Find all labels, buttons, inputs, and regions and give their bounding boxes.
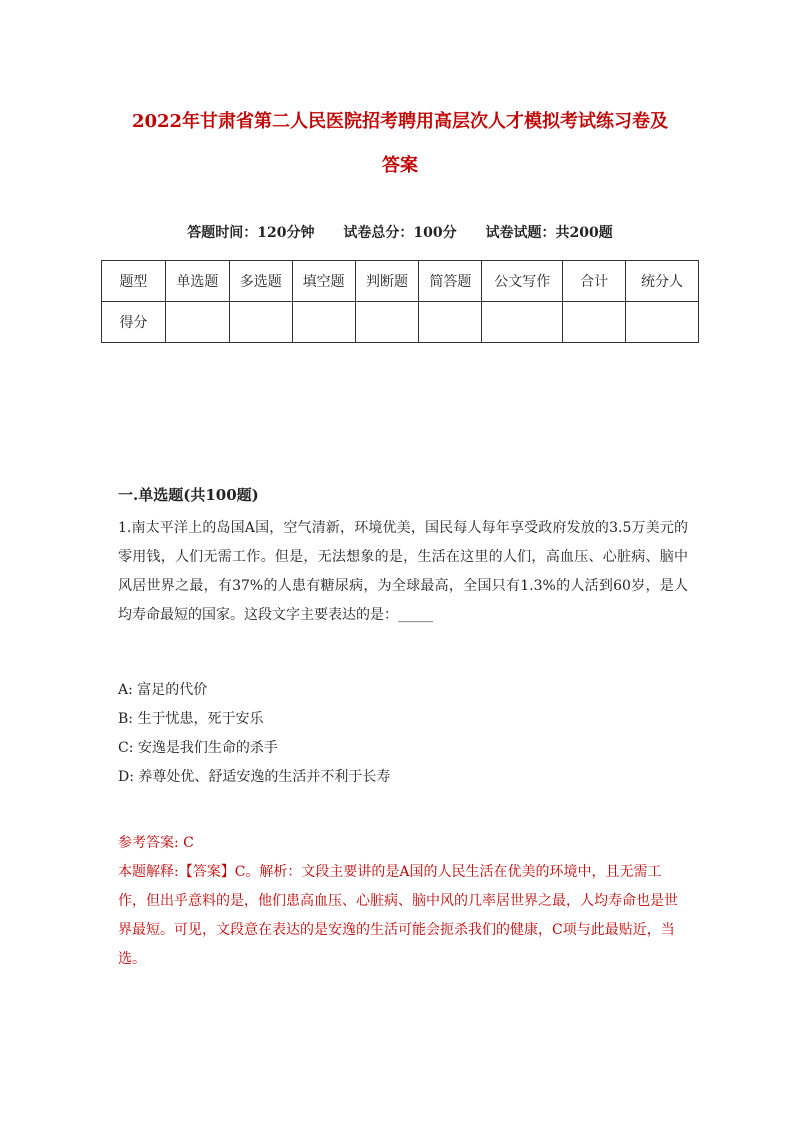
- question-options: [118, 676, 390, 792]
- header-cell: 简答题: [419, 261, 482, 302]
- header-cell: 题型: [102, 261, 166, 302]
- exam-total-score: 试卷总分：100分: [343, 225, 457, 241]
- header-cell: 填空题: [292, 261, 355, 302]
- score-table-score-row: [102, 302, 699, 343]
- option-d: D: 养尊处优、舒适安逸的生活并不利于长寿: [118, 769, 391, 785]
- score-table: [101, 260, 699, 343]
- exam-question-count: 试卷试题：共200题: [485, 225, 613, 241]
- question-text: 1.南太平洋上的岛国A国，空气清新，环境优美，国民每人每年享受政府发放的3.5万美元的零用钱，人们无需工作。但是，无法想象的是，生活在这里的人们，高血压、心脏病、脑中风居世界之最，有37%的人患有糖尿病，为全球最高，全国只有1.3%的人活到60岁，是人均寿命最短的国家。这段文字主要表达的是：_____: [118, 520, 688, 623]
- answer-explanation: 本题解释:【答案】C。解析：文段主要讲的是A国的人民生活在优美的环境中，且无需工作，但出乎意料的是，他们患高血压、心脏病、脑中风的几率居世界之最，人均寿命也是世界最短。可见，文段意在表达的是安逸的生活可能会扼杀我们的健康，C项与此最贴近，当选。: [118, 864, 678, 967]
- header-cell: 判断题: [355, 261, 419, 302]
- option-b: B: 生于忧患，死于安乐: [118, 711, 264, 727]
- option-a: A: 富足的代价: [118, 682, 208, 698]
- score-cell: [229, 302, 292, 343]
- score-cell: [355, 302, 419, 343]
- score-table-header-row: [102, 261, 699, 302]
- document-title: [100, 100, 700, 188]
- option-c: C: 安逸是我们生命的杀手: [118, 740, 278, 756]
- answer-block: [118, 829, 688, 974]
- header-cell: 统分人: [626, 261, 699, 302]
- score-cell: [563, 302, 626, 343]
- title-line-2: 答案: [382, 155, 418, 176]
- header-cell: 单选题: [165, 261, 229, 302]
- score-row-label: 得分: [102, 302, 166, 343]
- score-cell: [626, 302, 699, 343]
- reference-answer: 参考答案: C: [118, 835, 194, 851]
- exam-info: [100, 222, 700, 242]
- section-title: 一.单选题(共100题): [118, 486, 259, 504]
- header-cell: 多选题: [229, 261, 292, 302]
- score-cell: [165, 302, 229, 343]
- exam-time: 答题时间：120分钟: [187, 225, 315, 241]
- header-cell: 公文写作: [482, 261, 563, 302]
- score-cell: [292, 302, 355, 343]
- score-cell: [419, 302, 482, 343]
- score-cell: [482, 302, 563, 343]
- header-cell: 合计: [563, 261, 626, 302]
- title-line-1: 2022年甘肃省第二人民医院招考聘用高层次人才模拟考试练习卷及: [131, 111, 669, 132]
